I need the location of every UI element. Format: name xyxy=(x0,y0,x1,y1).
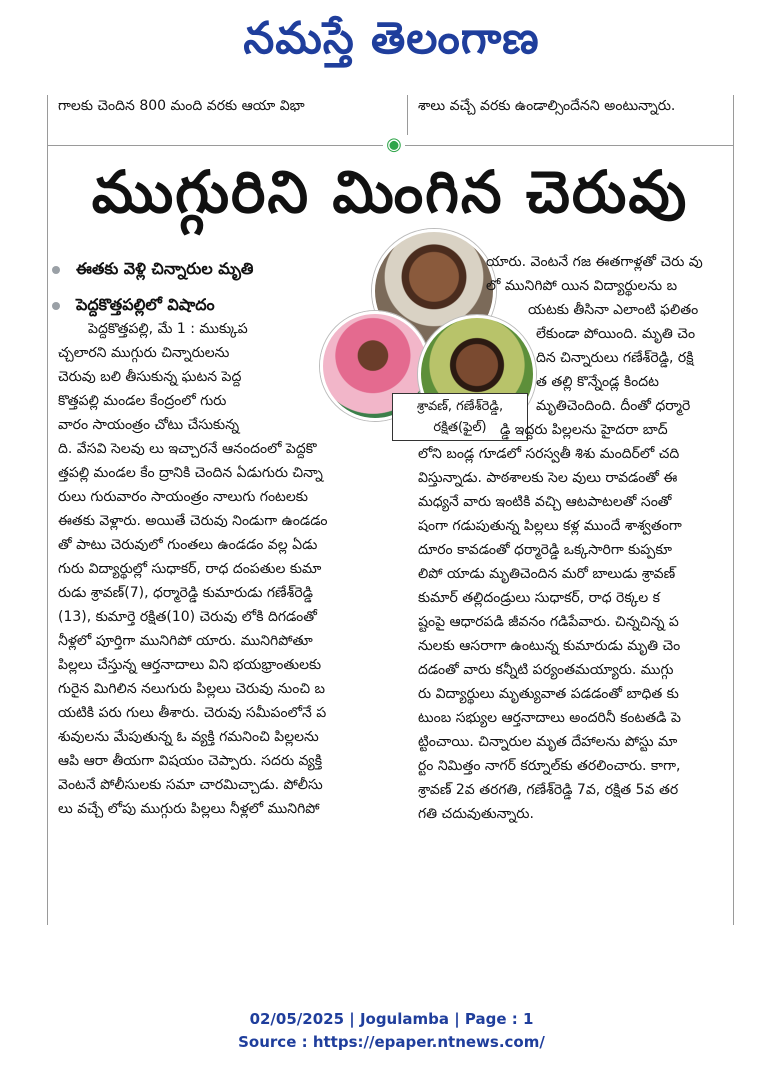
right-column-line: లేకుండా పోయింది. మృతి చెం xyxy=(536,326,696,342)
previous-article-tail-left: గాలకు చెందిన 800 మంది వరకు ఆయా విభా xyxy=(58,98,305,114)
left-column-line: రులు గురువారం సాయంత్రం నాలుగు గంటలకు xyxy=(58,489,308,505)
previous-article-tail-right: శాలు వచ్చే వరకు ఉండాల్సిందేనని అంటున్నారు. xyxy=(418,98,676,114)
right-column-line: యటకు తీసినా ఎలాంటి ఫలితం xyxy=(528,302,699,318)
right-column-line: మధ్యనే వారు ఇంటికి వచ్చి ఆటపాటలతో సంతో xyxy=(418,494,672,510)
right-column-line: లిపో యాడు మృతిచెందిన మరో బాలుడు శ్రావణ్ xyxy=(418,566,676,582)
masthead-logo: నమస్తే తెలంగాణ xyxy=(243,13,540,64)
right-column-line: ట్టించాయి. చిన్నారుల మృత దేహాలను పోస్టు మా xyxy=(418,734,678,750)
right-column-line: మృతిచెందింది. దీంతో ధర్మారె xyxy=(536,398,691,414)
left-column-line: చెరువు బలి తీసుకున్న ఘటన పెద్ద xyxy=(58,369,242,385)
column-divider-top xyxy=(407,95,408,135)
left-column-line: ఈతకు వెళ్లారు. అయితే చెరువు నిండుగా ఉండడం xyxy=(58,513,328,529)
right-column-line: టుంబ సభ్యుల ఆర్తనాదాలు అందరినీ కంటతడి పె xyxy=(418,710,681,726)
left-column-line: చ్చలారని ముగ్గురు చిన్నారులను xyxy=(58,345,230,361)
right-column-line: దూరం కావడంతో ధర్మారెడ్డి ఒక్కసారిగా కుప్పకూ xyxy=(418,542,672,558)
right-column-line: దడంతో వారు కన్నీటి పర్యంతమయ్యారు. ముగ్గు xyxy=(418,662,674,678)
right-column-line: విస్తున్నాడు. పాఠశాలకు సెల వులు రావడంతో ఈ xyxy=(418,470,678,486)
right-column-line: త తల్లి కొన్నేండ్ల కిందట xyxy=(536,374,659,390)
right-column-line: షంగా గడుపుతున్న పిల్లలు కళ్ల ముందే శాశ్వతంగా xyxy=(418,518,682,534)
left-column-line: కొత్తపల్లి మండల కేంద్రంలో గురు xyxy=(58,393,227,409)
left-column-line: శువులను మేపుతున్న ఓ వ్యక్తి గమనించి పిల్లలను xyxy=(58,729,319,745)
right-column-line: రు విద్యార్థులు మృత్యువాత పడడంతో బాధిత కు xyxy=(418,686,679,702)
bullet-text: ఈతకు వెళ్లి చిన్నారుల మృతి xyxy=(76,258,254,278)
left-column-line: వెంటనే పోలీసులకు సమా చారమిచ్చాడు. పోలీసు xyxy=(58,777,323,793)
bullet-dot-icon xyxy=(52,266,60,274)
caption-line: శ్రావణ్, గణేశ్‌రెడ్డి, xyxy=(416,399,504,414)
left-column-line: గురైన మిగిలిన నలుగురు పిల్లలు చెరువు నుంచి బ xyxy=(58,681,326,697)
right-column-line: గతి చదువుతున్నారు. xyxy=(418,806,534,822)
left-column-line: పిల్లలు చేస్తున్న ఆర్తనాదాలు విని భయభ్రాంతులకు xyxy=(58,657,322,673)
left-column-line: వారం సాయంత్రం చోటు చేసుకున్న xyxy=(58,417,240,433)
right-column-line: నులకు ఆసరాగా ఉంటున్న కుమారుడు మృతి చెం xyxy=(418,638,681,654)
right-column-line: ర్టం నిమిత్తం నాగర్ కర్నూల్‌కు తరలించారు. కాగా, xyxy=(418,758,681,774)
left-column-line: నీళ్లలో పూర్తిగా మునిగిపో యారు. మునిగిపోతూ xyxy=(58,633,313,649)
left-column-line: తో పాటు చెరువులో గుంతలు ఉండడం వల్ల ఏడు xyxy=(58,537,318,553)
right-column-line: ష్టంపై ఆధారపడి జీవనం గడిపేవారు. చిన్నచిన్న ప xyxy=(418,614,679,630)
right-column-line: లోని బండ్ల గూడలో సరస్వతీ శిశు మందిర్‌లో చది xyxy=(418,446,680,462)
right-column-line: దిన చిన్నారులు గణేశ్‌రెడ్డి, రక్షి xyxy=(536,350,694,366)
left-column-line: (13), కుమార్తె రక్షిత(10) చెరువు లోకి దిగడంతో xyxy=(58,609,317,625)
right-column-line: కుమార్ తల్లిదండ్రులు సుధాకర్, రాధ రెక్కల క xyxy=(418,590,660,606)
right-column-line: డ్డి ఇద్దరు పిల్లలను హైదరా బాద్ xyxy=(500,422,668,438)
right-column-line: యారు. వెంటనే గజ ఈతగాళ్లతో చెరు వు xyxy=(486,254,703,270)
left-column-line: ఆపి ఆరా తీయగా విషయం చెప్పారు. సదరు వ్యక్తి xyxy=(58,753,323,769)
right-column-line: లో మునిగిపో యిన విద్యార్థులను బ xyxy=(486,278,678,294)
left-column-line: ది. వేసవి సెలవు లు ఇచ్చారనే ఆనందంలో పెద్దకొ xyxy=(58,441,317,457)
frame-right-rule xyxy=(733,95,734,925)
left-column-line: గురు విద్యార్థుల్లో సుధాకర్, రాధ దంపతుల కుమా xyxy=(58,561,322,577)
left-column-line: యటికి పరు గులు తీశారు. చెరువు సమీపంలోనే ప xyxy=(58,705,327,721)
bullet-dot-icon xyxy=(52,302,60,310)
left-column-line: త్తపల్లి మండల కేం ద్రానికి చెందిన ఏడుగురు చిన్నా xyxy=(58,465,323,481)
source-line: Source : https://epaper.ntnews.com/ xyxy=(238,1033,545,1051)
caption-line: రక్షిత(ఫైల్) xyxy=(433,420,487,435)
leaf-ornament-icon: ◉ xyxy=(383,134,405,156)
left-column-line: రుడు శ్రావణ్(7), ధర్మారెడ్డి కుమారుడు గణేశ్‌రెడ్డి xyxy=(58,585,313,601)
left-column-line: లు వచ్చే లోపు ముగ్గురు పిల్లలు నీళ్లలో మునిగిపో xyxy=(58,801,320,817)
left-column-line: పెద్దకొత్తపల్లి, మే 1 : ముక్కుప xyxy=(88,321,248,337)
edition-date-line: 02/05/2025 | Jogulamba | Page : 1 xyxy=(249,1010,534,1028)
article-headline: ముగ్గురిని మింగిన చెరువు xyxy=(91,158,689,226)
bullet-text: పెద్దకొత్తపల్లిలో విషాదం xyxy=(76,294,215,314)
right-column-line: శ్రావణ్ 2వ తరగతి, గణేశ్‌రెడ్డి 7వ, రక్షిత 5వ తర xyxy=(418,782,679,798)
